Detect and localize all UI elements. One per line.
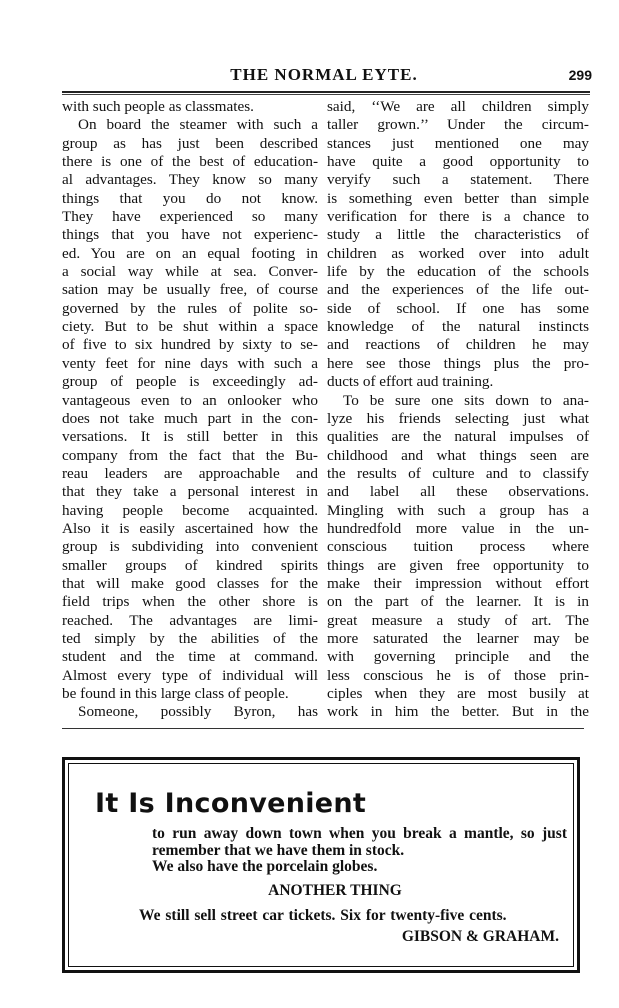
text-line: less conscious he is of those prin- [327,666,589,684]
text-line: more saturated the learner may be [327,629,589,647]
text-line: is something even better than simple [327,189,589,207]
ad-body [152,826,567,876]
text-line: does not take much part in the con- [62,409,318,427]
right-text-column [327,98,589,722]
text-line: governed by the rules of polite so- [62,299,318,317]
text-line: knowledge of the natural instincts [327,318,589,336]
text-line: sation may be usually free, of course [62,281,318,299]
text-line: vantageous even to an onlooker who [62,391,318,409]
text-line: with such people as classmates. [62,98,254,115]
text-line: having people become acquainted. [62,501,318,519]
text-line: smaller groups of kindred spirits [62,556,318,574]
text-line: Almost every type of individual will [62,666,318,684]
ad-body-line: remember that we have them in stock. [152,841,405,859]
text-line: have quite a good opportunity to [327,153,589,171]
text-line: ciety. But to be shut within a space [62,318,318,336]
header-rule-divider [62,91,590,95]
ad-tickets-line: We still sell street car tickets. Six for twenty-five cents. [139,907,507,924]
text-line: lyze his friends selecting just what [327,409,589,427]
text-line: field trips when the other shore is [62,593,318,611]
running-head [60,64,592,86]
text-line: reau leaders are approachable and [62,464,318,482]
text-line: side of school. If one has some [327,299,589,317]
text-line: make their impression without effort [327,574,589,592]
text-line: On board the steamer with such a [78,116,318,134]
ad-body-line: to run away down town when you break a mantle, so just [152,825,567,842]
text-line: with governing principle and the [327,648,589,666]
text-line: hundredfold more value in the un- [327,519,589,537]
text-line: group as has just been described [62,134,318,152]
text-line: things that you have not experienc- [62,226,318,244]
text-line: group of people is exceedingly ad- [62,373,318,391]
text-line: study a little the characteristics of [327,226,589,244]
text-line: be found in this large class of people. [62,685,289,702]
text-line: group is subdividing into convenient [62,538,318,556]
ad-headline: It Is Inconvenient [95,788,367,819]
text-line: children as worked over into adult [327,244,589,262]
text-line: ted simply by the abilities of the [62,629,318,647]
left-text-column [62,98,318,722]
text-line: great measure a study of art. The [327,611,589,629]
text-line: and label all these observations. [327,483,589,501]
text-line: qualities are the natural impulses of [327,428,589,446]
text-line: that they take a personal interest in [62,483,318,501]
text-line: veryify such a statement. There [327,171,589,189]
advertisement-inner-border [68,763,574,967]
ad-subhead: ANOTHER THING [268,882,402,899]
text-line: To be sure one sits down to ana- [343,391,589,409]
text-line: taller grown.’’ Under the circum- [327,116,589,134]
text-line: a social way while at sea. Conver- [62,263,318,281]
text-line: reached. The advantages are limi- [62,611,318,629]
page-number: 299 [568,67,592,83]
text-line: ed. You are on an equal footing in [62,244,318,262]
text-line: conscious tuition process where [327,538,589,556]
text-line: venty feet for nine days with such a [62,354,318,372]
text-line: Also it is easily ascertained how the [62,519,318,537]
text-line: things that you do not know. [62,189,318,207]
text-line: childhood and what things seen are [327,446,589,464]
ad-body-line: We also have the porcelain globes. [152,858,378,875]
text-line: Mingling with such a group has a [327,501,589,519]
text-line: said, ‘‘We are all children simply [327,98,589,115]
text-line: student and the time at command. [62,648,318,666]
text-line: the results of culture and to classify [327,464,589,482]
text-line: here see those things plus the pro- [327,354,589,372]
text-line: of five to six hundred by sixty to se- [62,336,318,354]
text-line: on the part of the learner. It is in [327,593,589,611]
advertisement-box [62,757,580,973]
text-line: al advantages. They know so many [62,171,318,189]
text-line: and the experiences of the life out- [327,281,589,299]
text-line: company from the fact that the Bu- [62,446,318,464]
column-end-rule-divider [62,728,584,729]
text-line: work in him the better. But in the [327,703,589,721]
journal-title: THE NORMAL EYTE. [230,65,418,84]
text-line: ducts of effort aud training. [327,373,494,391]
text-line: and reactions of children he may [327,336,589,354]
text-line: ciples when they are most busily at [327,685,589,702]
text-line: verification for there is a chance to [327,208,589,226]
text-line: Someone, possibly Byron, has [78,703,318,721]
text-line: life by the education of the schools [327,263,589,281]
text-line: They have experienced so many [62,208,318,226]
text-line: there is one of the best of education- [62,153,318,171]
text-line: stances just mentioned one may [327,134,589,152]
text-line: versations. It is still better in this [62,428,318,446]
ad-signature: GIBSON & GRAHAM. [401,928,559,945]
text-line: things are given free opportunity to [327,556,589,574]
text-line: that will make good classes for the [62,574,318,592]
